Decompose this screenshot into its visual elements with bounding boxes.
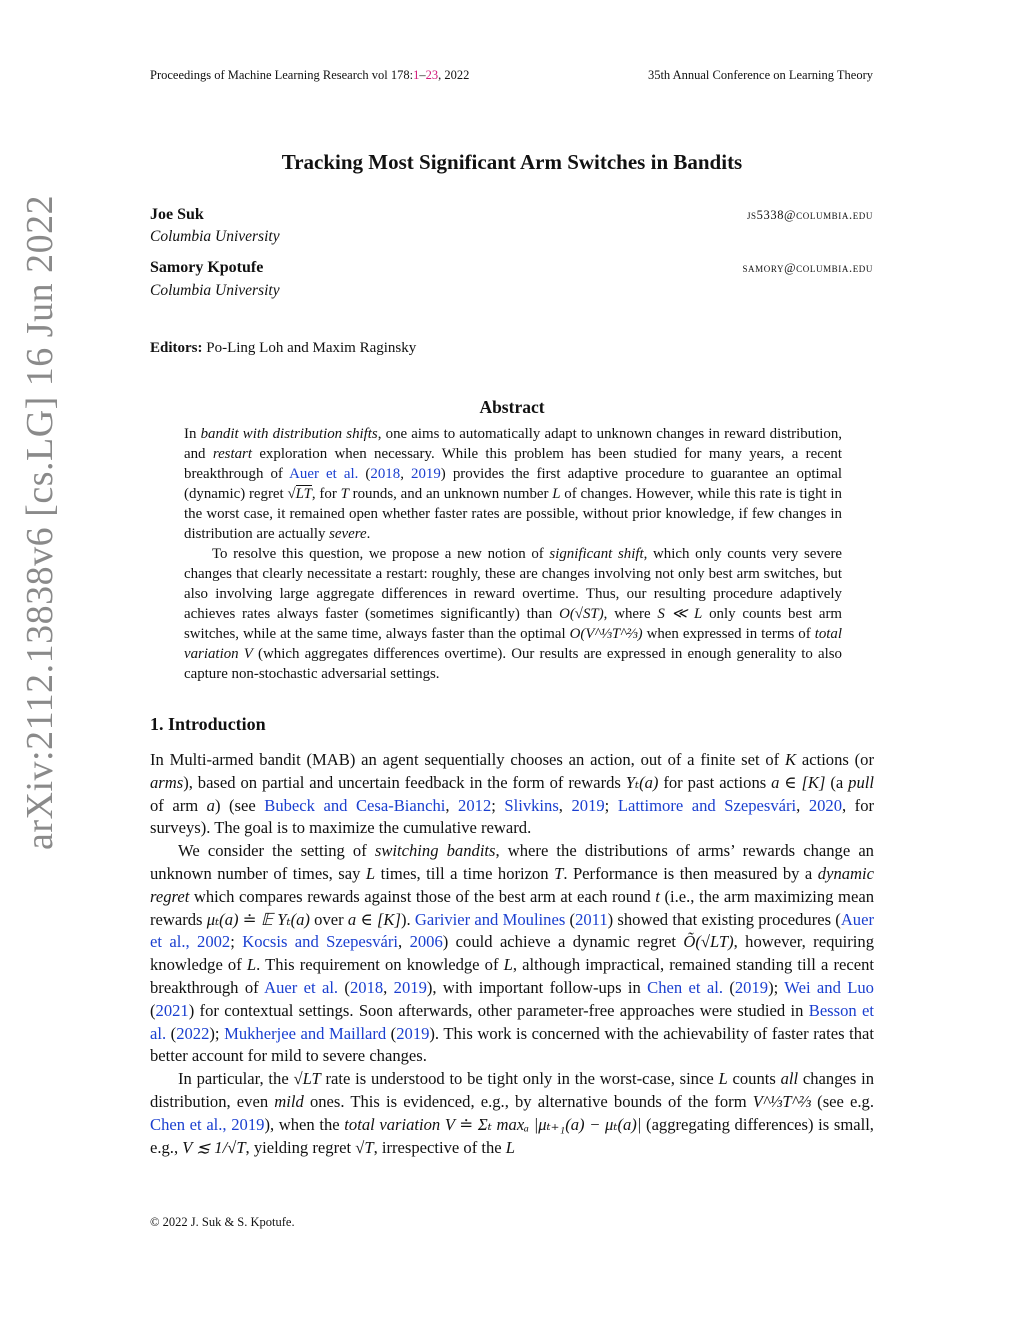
text: ) provides the first adaptive procedure to guarantee an optimal (dynamic) regret [184,466,843,502]
text: . [366,526,371,542]
paper-title: Tracking Most Significant Arm Switches in Bandits [281,150,743,174]
text: rate is understood to be tight only in the worst-case, since [320,1069,719,1089]
math-V: V [243,646,253,662]
text: (see e.g. [811,1091,874,1111]
citation-year-link[interactable]: 2019 [411,466,441,482]
section-heading-introduction: 1. Introduction [150,714,266,734]
math-mean-reward: μₜ(a) ≐ 𝔼 Yₜ(a) [206,909,310,929]
math-sqrt-t: √T [355,1137,374,1157]
math-action-set: a ∈ [K] [771,772,826,792]
citation-link[interactable]: Slivkins [504,795,559,815]
math-L: L [246,955,257,975]
text: (aggregating differences) is small, e.g., [150,1114,874,1157]
text: for past actions [658,772,772,792]
text: , yielding regret [245,1137,356,1157]
author-name-1: Joe Suk [150,206,204,223]
text: . This requirement on knowledge of [256,955,504,975]
citation-year-link[interactable]: 2018 [349,977,384,997]
math-o-sqrt-st: O(√ST) [559,606,604,622]
text: ) could achieve a dynamic regret [442,932,684,952]
citation-link[interactable]: Chen et al., 2019 [150,1114,265,1134]
text: times, till a time horizon [375,863,555,883]
text-em: significant shift [549,546,644,562]
text: , which only counts very severe changes that clearly necessitate a restart: roughly, these are changes involving not only best arm switches, but also involving large aggregate differences in reward overtime. Thus, our resulting procedure adaptively achieves rates always faster (sometimes significantly) than [184,546,843,622]
text: , irrespective of the [373,1137,506,1157]
citation-year-link[interactable]: 2011 [575,909,608,929]
intro-paragraph-3 [150,1068,874,1159]
citation-link[interactable]: Auer et al. [289,466,359,482]
text: , [445,795,459,815]
text: ) showed that existing procedures ( [607,909,841,929]
author-affiliation-1: Columbia University [150,228,280,245]
editors-names: Po-Ling Loh and Maxim Raginsky [206,340,417,356]
math-a: a [206,795,215,815]
author-affiliation-2: Columbia University [150,282,280,299]
math-sqrt-lt: √LT [293,1069,321,1089]
text: , [796,795,809,815]
text: ( [386,1023,397,1043]
author-email-2: samory@columbia.edu [742,261,873,275]
text: which compares rewards against those of the best arm at each round [189,886,656,906]
text: ( [150,1000,156,1020]
author-name-2: Samory Kpotufe [150,259,264,276]
math-L: L [718,1069,728,1089]
math-L: L [365,863,376,883]
text: rounds, and an unknown number [348,486,553,502]
text: , [400,466,412,482]
math-L: L [505,1137,516,1157]
text: over [309,909,348,929]
text: (which aggregates differences overtime). Our results are expressed in enough generality to also capture non-stochastic adversarial settings. [184,646,842,682]
text: only counts best arm switches, while at the same time, always faster than the optimal [184,606,842,642]
math-L: L [503,955,513,975]
citation-link[interactable]: Lattimore and Szepesvári [617,795,797,815]
citation-link[interactable]: Wei and Luo [784,977,874,997]
running-header-right: 35th Annual Conference on Learning Theory [647,68,873,82]
text: ones. This is evidenced, e.g., by alternative bounds of the form [303,1091,753,1111]
text: , for [311,486,341,502]
text: ) for contextual settings. Soon afterwards, other parameter-free approaches were studied in [188,1000,809,1020]
text: ( [565,909,576,929]
math-total-variation: V ≐ Σₜ maxₐ |μₜ₊₁(a) − μₜ(a)| [444,1114,642,1134]
math-K: K [784,750,797,769]
running-header-left [150,68,469,83]
math-t: t [655,886,660,906]
arxiv-stamp: arXiv:2112.13838v6 [cs.LG] 16 Jun 2022 [19,194,61,850]
citation-link[interactable]: Auer et al. [264,977,339,997]
text: ( [722,977,735,997]
intro-paragraph-2 [150,840,874,1068]
text-em: total variation [344,1114,441,1134]
header-page-link[interactable]: 1 [413,68,420,82]
math-v-bound: V ≲ 1/√T [182,1137,246,1157]
citation-link[interactable]: Garivier and Moulines [414,909,566,929]
text: . Performance is then measured by a [563,863,818,883]
editors-label: Editors: [150,340,203,356]
text: ), based on partial and uncertain feedback in the form of rewards [183,772,626,792]
header-dash: – [419,68,426,82]
text: of arm [150,795,207,815]
math-action-set: a ∈ [K] [347,909,401,929]
citation-year-link[interactable]: 2021 [155,1000,189,1020]
citation-year-link[interactable]: 2019 [571,795,605,815]
text: ). [400,909,415,929]
citation-year-link[interactable]: 2019 [393,977,427,997]
text: ), when the [264,1114,345,1134]
text: (i.e., the arm maximizing mean rewards [150,886,874,929]
text: (a [825,772,849,792]
text: exploration when necessary. While this problem has been studied for many years, a recent breakthrough of [184,446,842,482]
text: In [184,426,201,442]
text: , although impractical, remained standing till a recent breakthrough of [150,955,874,997]
text: ) (see [214,795,265,815]
header-proceedings: Proceedings of Machine Learning Research vol 178: [150,68,414,82]
text-em: restart [212,446,252,462]
text: counts [727,1069,781,1089]
text: of changes. However, while this rate is tight in the worst case, it remained open whether faster rates are possible, without prior knowledge, if few changes in distribution are actually [184,486,843,542]
citation-year-link[interactable]: 2012 [458,795,492,815]
text: ), with important follow-ups in [426,977,648,997]
text-em: mild [274,1091,304,1111]
text: ); [209,1023,225,1043]
text: , for surveys). The goal is to maximize the cumulative reward. [150,795,875,838]
abstract-title: Abstract [479,397,545,417]
intro-paragraph-1 [150,749,874,840]
text-em: switching bandits [374,841,496,861]
text-em: bandit with distribution shifts [200,426,378,442]
abstract-body [184,424,842,684]
text-em: all [780,1069,799,1089]
math-v-t: V^⅓T^⅔ [752,1091,812,1111]
text: In particular, the [178,1069,294,1089]
abstract-paragraph-1 [184,424,842,544]
citation-link[interactable]: Bubeck and Cesa-Bianchi [264,795,446,815]
text: We consider the setting of [178,841,375,861]
citation-year-link[interactable]: 2019 [734,977,769,997]
math-s-ll-l: S ≪ L [657,606,703,622]
text: To resolve this question, we propose a new notion of [212,546,550,562]
text: ; [491,795,505,815]
math-T: T [340,486,349,502]
citation-link[interactable]: Chen et al. [647,977,723,997]
author-email-1: js5338@columbia.edu [746,208,873,222]
text: ). This work is concerned with the achievability of faster rates that better account for mild to severe changes. [150,1023,874,1066]
text: , [383,977,394,997]
text: , where [603,606,658,622]
text-em: arms [150,772,184,792]
citation-year-link[interactable]: 2020 [808,795,842,815]
copyright-footer: © 2022 J. Suk & S. Kpotufe. [150,1215,295,1229]
text-em: pull [848,772,874,792]
text-em: total variation [184,626,842,662]
text: ; [604,795,618,815]
citation-link[interactable]: Auer et al., 2002 [150,909,874,952]
math-o-v-t: O(V^⅓T^⅔) [569,626,643,642]
text: In Multi-armed bandit (MAB) an agent sequentially chooses an action, out of a finite set of [150,750,785,769]
text: when expressed in terms of [642,626,815,642]
abstract-paragraph-2 [184,544,842,684]
text: , where the distributions of arms’ rewards change an unknown number of times, say [150,841,874,883]
text: ( [166,1023,177,1043]
text: , [558,795,572,815]
sqrt-sign: √ [287,486,296,502]
math-reward: Yₜ(a) [625,772,659,792]
math-regret: Õ(√LT) [683,932,734,952]
citation-year-link[interactable]: 2022 [176,1023,210,1043]
citation-year-link[interactable]: 2006 [409,932,443,952]
text: , however, requiring knowledge of [150,932,875,975]
text: , one aims to automatically adapt to unknown changes in reward distribution, and [184,426,843,462]
introduction-body [150,749,874,1159]
text: ); [768,977,785,997]
math-T: T [554,863,564,883]
editors-line [150,340,416,357]
citation-link[interactable]: Mukherjee and Maillard [224,1023,387,1043]
math-L: L [552,486,561,502]
math-sqrt-lt: LT [295,486,312,502]
text-em: dynamic regret [150,863,874,906]
citation-link[interactable]: Kocsis and Szepesvári [242,932,399,952]
text: , [398,932,410,952]
text: ( [338,977,350,997]
citation-year-link[interactable]: 2019 [396,1023,430,1043]
text-em: severe [329,526,367,542]
citation-link[interactable]: Besson et al. [150,1000,874,1043]
citation-year-link[interactable]: 2018 [370,466,401,482]
header-year: , 2022 [438,68,470,82]
text: ( [358,466,371,482]
text: ; [230,932,243,952]
text: actions (or [796,750,874,769]
header-last-page-link[interactable]: 23 [425,68,439,82]
text: changes in distribution, even [150,1069,875,1111]
